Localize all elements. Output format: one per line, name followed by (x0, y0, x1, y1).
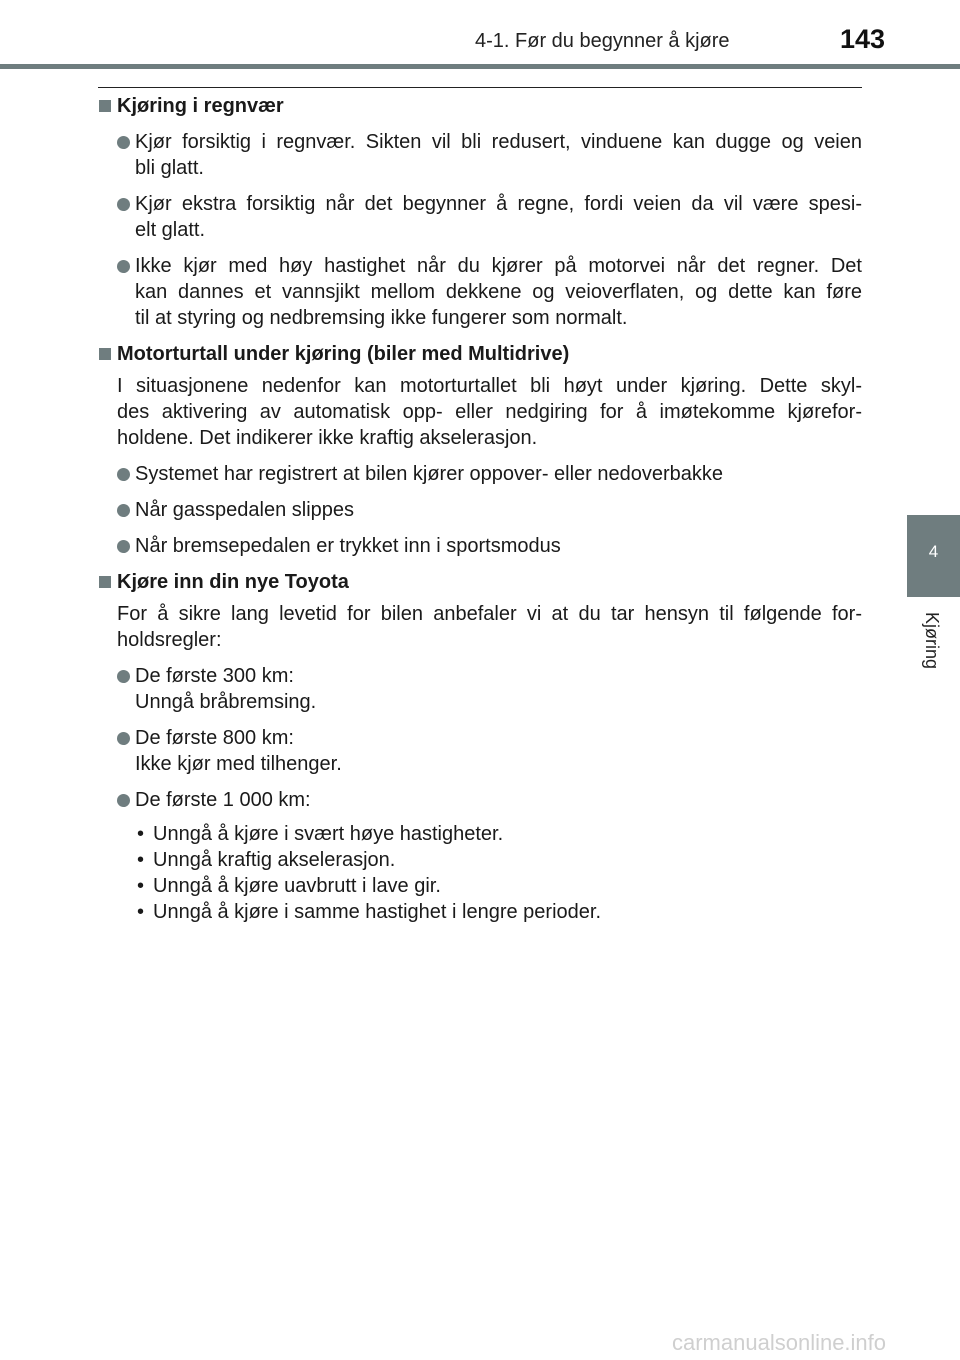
square-bullet-icon (99, 100, 111, 112)
list-item (98, 787, 862, 813)
circle-bullet-icon (117, 794, 130, 807)
text-line: Unngå å kjøre uavbrutt i lave gir. (153, 875, 441, 897)
text-line: Når bremsepedalen er trykket inn i sportsmodus (135, 535, 561, 557)
text-line: De første 300 km: (135, 665, 294, 687)
watermark: carmanualsonline.info (672, 1330, 887, 1355)
circle-bullet-icon (117, 198, 130, 211)
text-line: Når gasspedalen slippes (135, 499, 355, 521)
section-heading-rain (98, 93, 862, 119)
dot-bullet-icon: • (137, 901, 145, 923)
text-line: des aktivering av automatisk opp- eller nedgiring for å imøtekomme kjørefor- (117, 401, 862, 423)
list-item (98, 725, 862, 777)
circle-bullet-icon (117, 732, 130, 745)
text-line: Kjør forsiktig i regnvær. Sikten vil bli redusert, vinduene kan dugge og veien (135, 131, 862, 153)
text-line: De første 1 000 km: (135, 789, 311, 811)
text-line: holdsregler: (117, 629, 222, 651)
list-item (98, 191, 862, 243)
section-heading-engine-speed (98, 341, 862, 367)
content-rule (98, 87, 862, 88)
dot-bullet-icon: • (137, 849, 145, 871)
list-item (98, 129, 862, 181)
text-line: De første 800 km: (135, 727, 294, 749)
circle-bullet-icon (117, 260, 130, 273)
section-heading-break-in (98, 569, 862, 595)
text-line: I situasjonene nedenfor kan motorturtallet bli høyt under kjøring. Dette skyl- (117, 375, 862, 397)
square-bullet-icon (99, 576, 111, 588)
circle-bullet-icon (117, 468, 130, 481)
chapter-tab (907, 515, 960, 597)
paragraph (98, 601, 862, 653)
text-line: Unngå å kjøre i svært høye hastigheter. (153, 823, 504, 845)
circle-bullet-icon (117, 670, 130, 683)
section-title: 4-1. Før du begynner å kjøre (475, 30, 730, 52)
square-bullet-icon (99, 348, 111, 360)
page-number: 143 (840, 24, 886, 54)
circle-bullet-icon (117, 136, 130, 149)
page-content (98, 93, 862, 925)
list-item (98, 253, 862, 331)
circle-bullet-icon (117, 504, 130, 517)
text-line: Unngå bråbremsing. (135, 691, 317, 713)
sub-list-item (135, 873, 862, 899)
list-item (98, 497, 862, 523)
chapter-label: Kjøring (922, 612, 942, 670)
circle-bullet-icon (117, 540, 130, 553)
text-line: Kjør ekstra forsiktig når det begynner å regne, fordi veien da vil være spesi- (135, 193, 862, 215)
sub-list-item (135, 847, 862, 873)
paragraph (98, 373, 862, 451)
text-line: Ikke kjør med tilhenger. (135, 753, 342, 775)
text-line: Systemet har registrert at bilen kjører oppover- eller nedoverbakke (135, 463, 724, 485)
list-item (98, 533, 862, 559)
list-item (98, 461, 862, 487)
heading-text: Kjøring i regnvær (117, 95, 284, 117)
text-line: For å sikre lang levetid for bilen anbefaler vi at du tar hensyn til følgende for- (117, 603, 862, 625)
text-line: bli glatt. (135, 157, 204, 179)
text-line: til at styring og nedbremsing ikke fungerer som normalt. (135, 307, 628, 329)
heading-text: Kjøre inn din nye Toyota (117, 571, 349, 593)
text-line: kan dannes et vannsjikt mellom dekkene og veioverflaten, og dette kan føre (135, 281, 862, 303)
sub-list (98, 821, 862, 925)
dot-bullet-icon: • (137, 823, 145, 845)
dot-bullet-icon: • (137, 875, 145, 897)
text-line: holdene. Det indikerer ikke kraftig akselerasjon. (117, 427, 538, 449)
list-item (98, 663, 862, 715)
text-line: Unngå å kjøre i samme hastighet i lengre perioder. (153, 901, 602, 923)
text-line: elt glatt. (135, 219, 206, 241)
chapter-number: 4 (928, 542, 939, 561)
sub-list-item (135, 899, 862, 925)
text-line: Unngå kraftig akselerasjon. (153, 849, 396, 871)
heading-text: Motorturtall under kjøring (biler med Multidrive) (117, 343, 570, 365)
sub-list-item (135, 821, 862, 847)
text-line: Ikke kjør med høy hastighet når du kjører på motorvei når det regner. Det (135, 255, 862, 277)
header-bar (0, 64, 960, 69)
